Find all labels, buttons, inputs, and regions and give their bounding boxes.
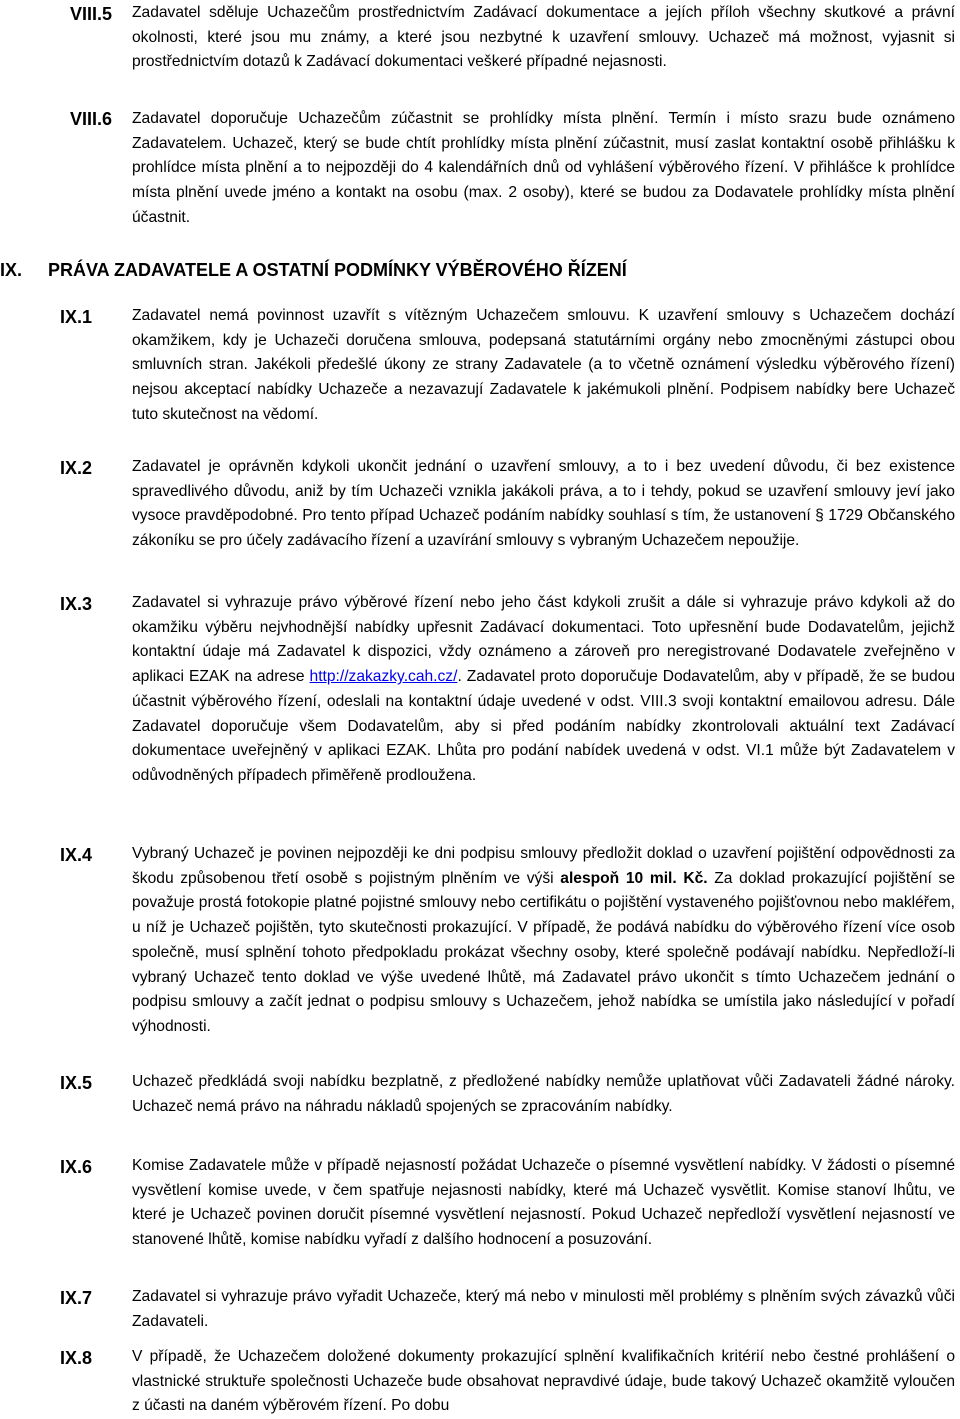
clause-text: Zadavatel si vyhrazuje právo vyřadit Uchazeče, který má nebo v minulosti měl problémy s plněním svých závazků vůči Zadavateli. (132, 1288, 955, 1330)
section-title: PRÁVA ZADAVATELE A OSTATNÍ PODMÍNKY VÝBĚROVÉHO ŘÍZENÍ (48, 260, 627, 280)
clause-text-part: Za doklad prokazující pojištění se považuje prostá fotokopie platné pojistné smlouvy nebo certifikátu o pojištění vystaveného pojišťovnou nebo makléřem, u níž je Uchazeč pojištěn, tyto skutečnosti prokazující. V případě, že podává nabídku do výběrového řízení více osob společně, musí splnění tohoto předpokladu prokázat všechny osoby, které společně podávají nabídku. Nepředloží-li vybraný Uchazeč tento doklad ve výše uvedené lhůtě, má Zadavatel právo ukončit s tímto Uchazečem jednání o podpisu smlouvy a začít jednat o podpisu smlouvy s Uchazečem, jehož nabídka se umístila jako následující v pořadí výhodnosti. (132, 869, 955, 1035)
clause-number: IX.4 (60, 845, 93, 865)
clause-number: IX.2 (60, 458, 93, 478)
clause-number: IX.6 (60, 1157, 93, 1177)
clause-text: Komise Zadavatele může v případě nejasností požádat Uchazeče o písemné vysvětlení nabídky. V žádosti o písemné vysvětlení komise uvede, v čem spatřuje nejasnosti nabídky, které má Uchazeč vysvětlit. Komise stanoví lhůtu, ve které je Uchazeč povinen doručit písemné vysvětlení nejasností. Pokud Uchazeč nepředloží vysvětlení nejasností ve stanovené lhůtě, komise nabídku vyřadí z dalšího hodnocení a posuzování. (132, 1157, 955, 1249)
clause-text (132, 591, 955, 789)
ezak-link[interactable]: http://zakazky.cah.cz/ (309, 668, 458, 686)
clause-text: Zadavatel sděluje Uchazečům prostřednictvím Zadávací dokumentace a jejích příloh všechny skutkové a právní okolnosti, které jsou mu známy, a které jsou nezbytné k uzavření smlouvy. Uchazeč má možnost, vyjasnit si prostřednictvím dotazů k Zadávací dokumentaci veškeré případné nejasnosti. (132, 4, 955, 71)
clause-number: IX.7 (60, 1288, 93, 1308)
clause-text: Uchazeč předkládá svoji nabídku bezplatně, z předložené nabídky nemůže uplatňovat vůči Zadavateli žádné nároky. Uchazeč nemá právo na náhradu nákladů spojených se zpracováním nabídky. (132, 1073, 955, 1115)
clause-text: V případě, že Uchazečem doložené dokumenty prokazující splnění kvalifikačních kritérií nebo čestné prohlášení o vlastnické struktuře společnosti Uchazeče bude obsahovat nepravdivé údaje, bude takový Uchazeč okamžitě vyloučen z účasti na daném výběrovém řízení. Po dobu (132, 1348, 955, 1415)
clause-text-part: . Zadavatel proto doporučuje Dodavatelům, aby v případě, že se budou účastnit výběrového řízení, odeslali na kontaktní údaje uvedené v odst. VIII.3 svoji kontaktní emailovou adresu. Dále Zadavatel doporučuje všem Dodavatelům, aby si před podáním nabídky zkontrolovali aktuální text Zadávací dokumentace uveřejněný v aplikaci EZAK. Lhůta pro podání nabídek uvedená v odst. VI.1 může být Zadavatelem v odůvodněných případech přiměřeně prodloužena. (132, 668, 956, 784)
clause-text-part: Vybraný Uchazeč je povinen nejpozději ke dni podpisu smlouvy předložit doklad o uzavření pojištění odpovědnosti za škodu způsobenou třetí osobě s pojistným plněním ve výši (132, 845, 955, 887)
clause-text (132, 842, 955, 1040)
insurance-amount: alespoň 10 mil. Kč. (560, 869, 708, 887)
clause-number: IX.8 (60, 1348, 93, 1368)
clause-number: IX.5 (60, 1073, 93, 1093)
clause-number: VIII.6 (70, 109, 113, 129)
clause-text-part: Zadavatel si vyhrazuje právo výběrové řízení nebo jeho část kdykoli zrušit a dále si vyhrazuje právo kdykoli až do okamžiku výběru nejvhodnější nabídky upřesnit Zadávací dokumentaci. Toto upřesnění bude Dodavatelům, jejichž kontaktní údaje má Zadavatel k dispozici, vždy oznámeno a zároveň pro neregistrované Dodavatele zveřejněno v aplikaci EZAK na adrese (132, 594, 955, 686)
clause-text: Zadavatel doporučuje Uchazečům zúčastnit se prohlídky místa plnění. Termín i místo srazu bude oznámeno Zadavatelem. Uchazeč, který se bude chtít prohlídky místa plnění zúčastnit, musí zaslat kontaktní osobě přihlášku k prohlídce místa plnění a to nejpozději do 4 kalendářních dnů od vyhlášení výběrového řízení. V přihlášce k prohlídce místa plnění uvede jméno a kontakt na osobu (max. 2 osoby), které se budou za Dodavatele prohlídky místa plnění účastnit. (132, 110, 955, 226)
clause-number: IX.3 (60, 594, 93, 614)
clause-number: VIII.5 (70, 4, 113, 24)
clause-number: IX.1 (60, 307, 93, 327)
clause-text: Zadavatel nemá povinnost uzavřít s vítězným Uchazečem smlouvu. K uzavření smlouvy s Uchazečem dochází okamžikem, kdy je Uchazeči doručena smlouva, podepsaná statutárními orgány nebo zmocněnými zástupci obou smluvních stran. Jakékoli předešlé úkony ze strany Zadavatele (a to včetně oznámení výsledku výběrového řízení) nejsou akceptací nabídky Uchazeče a nezavazují Zadavatele k jakémukoli plnění. Podpisem nabídky bere Uchazeč tuto skutečnost na vědomí. (132, 307, 955, 423)
section-number: IX. (0, 260, 23, 280)
clause-text: Zadavatel je oprávněn kdykoli ukončit jednání o uzavření smlouvy, a to i bez uvedení důvodu, či bez existence spravedlivého důvodu, aniž by tím Uchazeči vznikla jakákoli práva, a to i tehdy, pokud se uzavření smlouvy jeví jako vysoce pravděpodobné. Pro tento případ Uchazeč podáním nabídky souhlasí s tím, že ustanovení § 1729 Občanského zákoníku se pro účely zadávacího řízení a uzavírání smlouvy s vybraným Uchazečem nepoužije. (132, 458, 955, 550)
